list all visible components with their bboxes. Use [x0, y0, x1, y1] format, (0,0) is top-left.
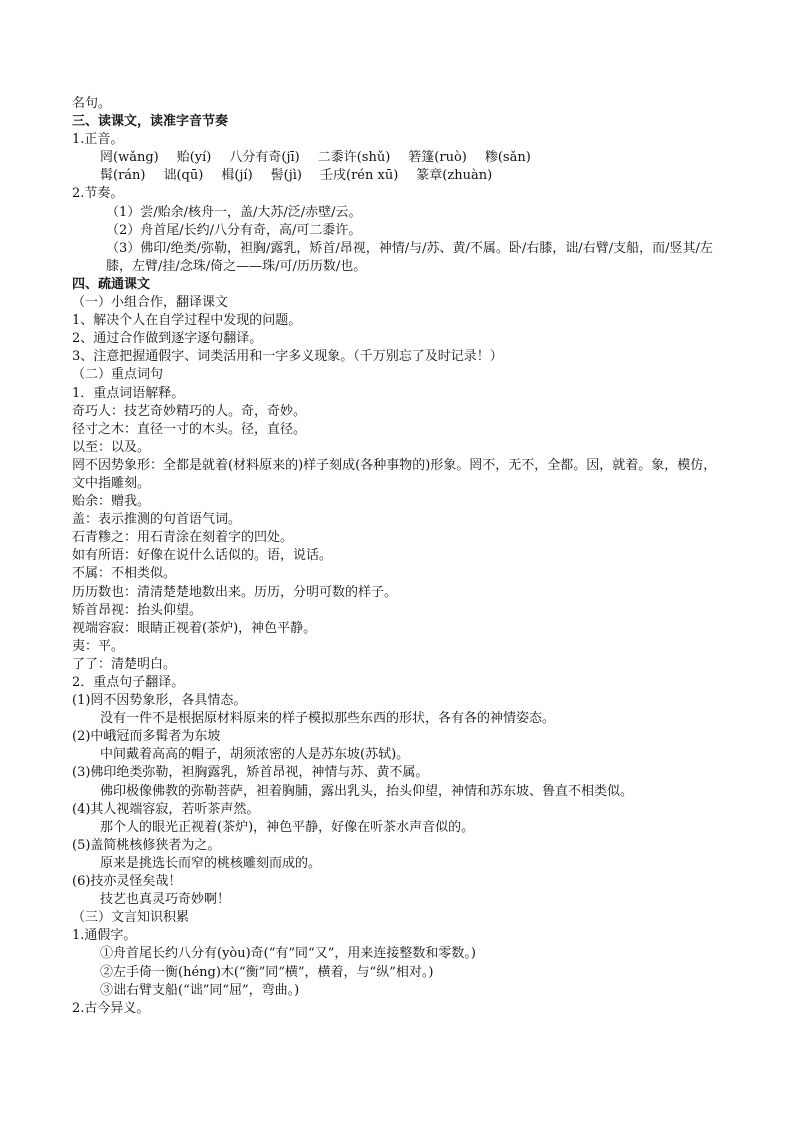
vocab-entry: 矫首昂视：抬头仰望。 [72, 602, 203, 618]
section-heading: 四、疏通课文 [72, 276, 151, 292]
pron-item: 髯(rán) [100, 168, 146, 184]
pron-item: 篆章(zhuàn) [416, 168, 493, 184]
subheading: 2．重点句子翻译。 [72, 675, 185, 690]
subheading: 2.古今异义。 [72, 1000, 150, 1016]
tongjia-entry: ①舟首尾长约八分有(yòu)奇(“有”同“又”，用来连接整数和零数。) [100, 946, 476, 962]
vocab-entry: 罔不因势象形：全都是就着(材料原来的)样子刻成(各种事物的)形象。罔不，无不，全都。因，就着。象，模仿，文中指雕刻。 [72, 457, 717, 491]
pron-item: 八分有奇(jī) [229, 150, 300, 166]
sentence-translation: 中间戴着高高的帽子，胡须浓密的人是苏东坡(苏轼)。 [100, 747, 410, 763]
vocab-entry: 如有所语：好像在说什么话似的。语，说话。 [72, 548, 333, 564]
pron-item: 二黍许(shǔ) [317, 150, 391, 166]
sentence-source: (4)其人视端容寂，若听茶声然。 [72, 801, 260, 817]
sentence-source: (3)佛印绝类弥勒，袒胸露乳，矫首昂视，神情与苏、黄不属。 [72, 765, 429, 781]
pron-item: 壬戌(rén xū) [320, 168, 399, 184]
sentence-translation: 技艺也真灵巧奇妙啊！ [100, 892, 231, 908]
subheading: （三）文言知识积累 [72, 910, 190, 926]
pron-item: 贻(yí) [176, 150, 212, 166]
vocab-entry: 石青糁之：用石青涂在刻着字的凹处。 [72, 530, 294, 546]
subheading: （二）重点词句 [72, 367, 164, 383]
pronunciation-row [72, 149, 727, 167]
text-line: 名句。 [72, 96, 112, 111]
sentence-translation: 原来是挑选长而窄的桃核雕刻而成的。 [100, 855, 322, 871]
vocab-entry: 径寸之木：直径一寸的木头。径，直径。 [72, 421, 307, 437]
vocab-entry: 夷：平。 [72, 638, 125, 654]
text-line: 1、解决个人在自学过程中发现的问题。 [72, 313, 302, 329]
vocab-entry: 历历数也：清清楚楚地数出来。历历，分明可数的样子。 [72, 584, 398, 600]
subheading: 1．重点词语解释。 [72, 385, 185, 401]
subheading: 1.通假字。 [72, 928, 137, 944]
pron-item: 髻(jì) [270, 168, 303, 184]
sentence-translation: 没有一件不是根据原材料原来的样子模拟那些东西的形状，各有各的神情姿态。 [100, 711, 556, 727]
pron-item: 糁(sǎn) [484, 150, 531, 166]
text-line: 2、通过合作做到逐字逐句翻译。 [72, 331, 263, 347]
vocab-entry: 奇巧人：技艺奇妙精巧的人。奇，奇妙。 [72, 403, 307, 419]
sentence-source: (5)盖简桃核修狭者为之。 [72, 837, 221, 853]
sentence-source: (6)技亦灵怪矣哉！ [72, 874, 182, 890]
rhythm-line: （1）尝/贻余/核舟一，盖/大苏/泛/赤壁/云。 [106, 204, 362, 220]
vocab-entry: 不属：不相类似。 [72, 566, 177, 582]
document-page [72, 95, 727, 1018]
pron-item: 罔(wǎng) [100, 150, 159, 166]
tongjia-entry: ②左手倚一衡(héng)木(“衡”同“横”，横着，与“纵”相对。) [100, 964, 434, 980]
pron-item: 楫(jí) [221, 168, 253, 184]
rhythm-line: （3）佛印/绝类/弥勒，袒胸/露乳，矫首/昂视，神情/与/苏、黄/不属。卧/右膝，诎/右臂/支船，而/竖其/左膝，左臂/挂/念珠/倚之——珠/可/历历数/也。 [106, 240, 713, 274]
sentence-source: (1)罔不因势象形，各具情态。 [72, 693, 247, 709]
section-heading: 三、读课文，读准字音节奏 [72, 114, 229, 130]
vocab-entry: 贻余：赠我。 [72, 494, 151, 510]
rhythm-line: （2）舟首尾/长约/八分有奇，高/可二黍许。 [106, 222, 362, 238]
sentence-translation: 佛印极像佛教的弥勒菩萨，袒着胸脯，露出乳头，抬头仰望，神情和苏东坡、鲁直不相类似。 [100, 783, 634, 799]
pron-item: 诎(qū) [163, 168, 204, 184]
pronunciation-row [72, 167, 727, 185]
text-line: 3、注意把握通假字、词类活用和一字多义现象。（千万别忘了及时记录！） [72, 349, 503, 365]
vocab-entry: 以至：以及。 [72, 439, 151, 455]
subheading: （一）小组合作，翻译课文 [72, 295, 229, 311]
pron-item: 箬篷(ruò) [408, 150, 467, 166]
vocab-entry: 视端容寂：眼睛正视着(茶炉)，神色平静。 [72, 620, 317, 636]
tongjia-entry: ③诎右臂支船(“诎”同“屈”，弯曲。) [100, 982, 300, 998]
subheading: 1.正音。 [72, 132, 124, 148]
sentence-source: (2)中峨冠而多髯者为东坡 [72, 729, 221, 745]
subheading: 2.节奏。 [72, 186, 124, 202]
sentence-translation: 那个人的眼光正视着(茶炉)，神色平静，好像在听茶水声音似的。 [100, 819, 475, 835]
vocab-entry: 了了：清楚明白。 [72, 656, 177, 672]
vocab-entry: 盖：表示推测的句首语气词。 [72, 512, 242, 528]
